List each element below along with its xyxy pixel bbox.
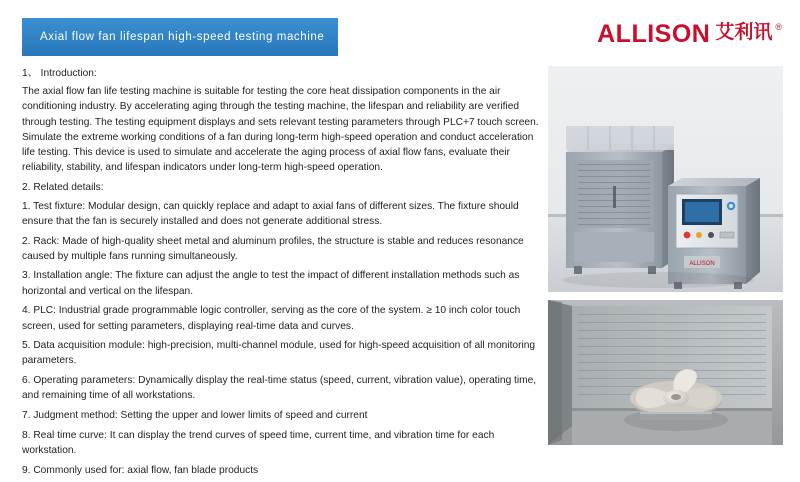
svg-text:ALLISON: ALLISON (689, 261, 715, 267)
product-photo-fixture-interior (548, 300, 783, 445)
logo-latin-text: ALLISON (597, 20, 711, 48)
detail-item: 2. Rack: Made of high-quality sheet metal and aluminum profiles, the structure is stable and reduces resonance caused by multiple fans running simultaneously. (22, 235, 524, 262)
page-title: Axial flow fan lifespan high-speed testing machine (40, 31, 325, 43)
body-text-column (22, 66, 540, 482)
registered-trademark-icon: ® (775, 22, 782, 32)
introduction-paragraph: The axial flow fan life testing machine is suitable for testing the core heat dissipation components in the air conditioning industry. By accelerating aging through the testing machine, the lifespan and reliability are verified through testing. The testing equipment displays and sets relevant testing parameters through PLC+7 touch screen. Simulate the extreme working conditions of a fan during long-term high-speed operation and conduct acceleration life testing. This device is used to simulate and accelerate the aging process of axial flow fans, evaluate their reliability, stability, and lifespan indicators under long-term high-speed operation. (22, 86, 539, 174)
product-photo-machine (548, 66, 783, 292)
detail-item: 4. PLC: Industrial grade programmable logic controller, serving as the core of the system. ≥ 10 inch color touch screen, used for setting parameters, displaying real-time data and curves. (22, 305, 521, 332)
detail-item: 9. Commonly used for: axial flow, fan blade products (22, 464, 259, 476)
page-title-banner (22, 18, 338, 56)
detail-item: 6. Operating parameters: Dynamically display the real-time status (speed, current, vibration value), operating time, and remaining time of all workstations. (22, 375, 537, 402)
detail-item: 7. Judgment method: Setting the upper and lower limits of speed and current (22, 410, 368, 422)
detail-item: 8. Real time curve: It can display the trend curves of speed time, current time, and vibration time for each workstation. (22, 429, 495, 456)
logo-chinese-text: 艾利讯 (715, 21, 773, 43)
detail-item: 1. Test fixture: Modular design, can quickly replace and adapt to axial fans of different sizes. The fixture should ensure that the fan is securely installed and does not generate additional stress. (22, 200, 519, 227)
brand-logo (597, 22, 782, 47)
section-heading-details: 2. Related details: (22, 182, 104, 194)
detail-item: 3. Installation angle: The fixture can adjust the angle to test the impact of different installation methods such as horizontal and vertical on the lifespan. (22, 270, 520, 297)
detail-item: 5. Data acquisition module: high-precision, multi-channel module, used for high-speed acquisition of all monitoring parameters. (22, 340, 536, 367)
section-heading-introduction: 1、 Introduction: (22, 68, 97, 79)
